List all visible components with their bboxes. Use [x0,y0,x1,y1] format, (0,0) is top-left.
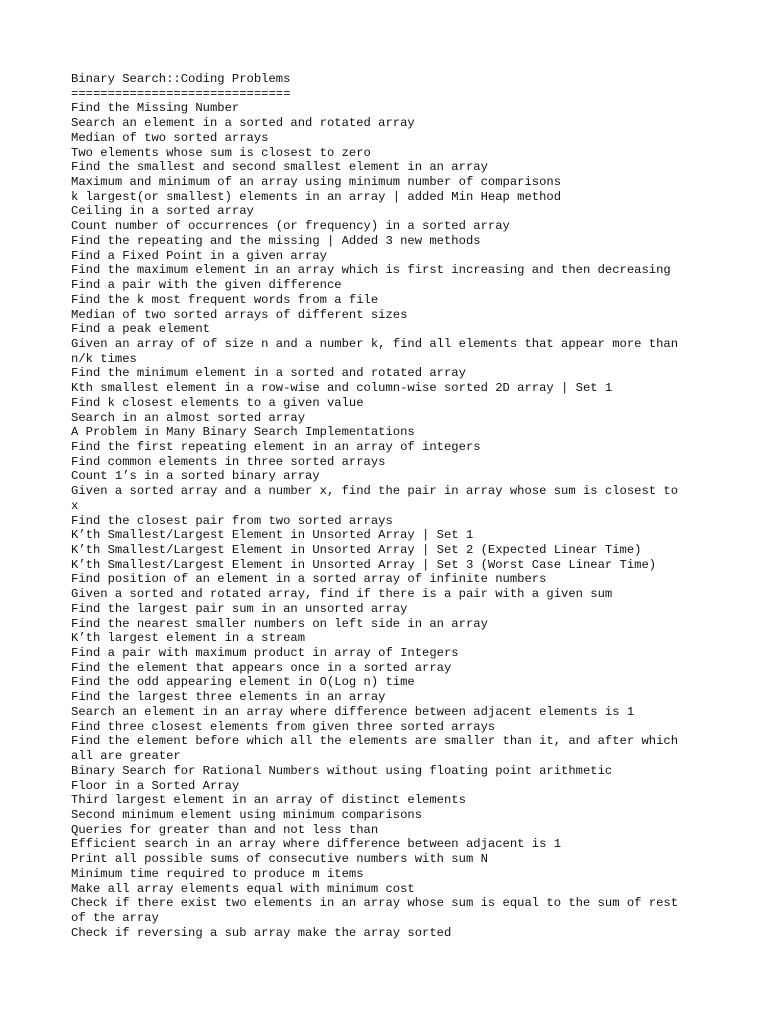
list-item: Find the closest pair from two sorted arrays [71,513,393,528]
list-item: K’th Smallest/Largest Element in Unsorted Array | Set 3 (Worst Case Linear Time) [71,557,657,572]
list-item: Check if there exist two elements in an array whose sum is equal to the sum of rest of the array [71,896,679,925]
list-item: Find a pair with the given difference [71,278,342,293]
list-item: Count number of occurrences (or frequency) in a sorted array [71,219,510,234]
list-item: Second minimum element using minimum comparisons [71,807,423,822]
list-item: Given a sorted and rotated array, find if there is a pair with a given sum [71,587,613,602]
list-item: Find the smallest and second smallest element in an array [71,160,488,175]
list-item: Find common elements in three sorted arrays [71,454,386,469]
document-page [71,72,711,940]
document-title: Binary Search::Coding Problems [71,72,291,86]
title-underline: ============================== [71,86,291,101]
list-item: Median of two sorted arrays of different sizes [71,307,408,322]
list-item: Maximum and minimum of an array using minimum number of comparisons [71,175,562,190]
list-item: Kth smallest element in a row-wise and column-wise sorted 2D array | Set 1 [71,381,613,396]
list-item: Find the largest pair sum in an unsorted array [71,601,408,616]
list-item: Check if reversing a sub array make the array sorted [71,925,452,940]
list-item: Find the maximum element in an array which is first increasing and then decreasing [71,263,671,278]
list-item: K’th largest element in a stream [71,631,306,646]
list-item: Ceiling in a sorted array [71,204,254,219]
list-item: Count 1’s in a sorted binary array [71,469,320,484]
list-item: Find the element before which all the elements are smaller than it, and after which all are greater [71,734,679,764]
list-item: Efficient search in an array where difference between adjacent is 1 [71,837,562,852]
list-item: Search an element in a sorted and rotated array [71,116,415,131]
list-item: K’th Smallest/Largest Element in Unsorted Array | Set 2 (Expected Linear Time) [71,543,642,557]
list-item: k largest(or smallest) elements in an array | added Min Heap method [71,189,562,204]
list-item: Given an array of of size n and a number k, find all elements that appear more than n/k times [71,336,679,366]
list-item: Minimum time required to produce m items [71,866,364,881]
list-item: Binary Search for Rational Numbers without using floating point arithmetic [71,763,613,778]
list-item: K’th Smallest/Largest Element in Unsorted Array | Set 1 [71,528,474,543]
list-item: Find a pair with maximum product in array of Integers [71,646,459,661]
list-item: Floor in a Sorted Array [71,778,240,793]
list-item: Find the largest three elements in an array [71,690,386,705]
list-item: Find the first repeating element in an array of integers [71,439,481,454]
list-item: Find the repeating and the missing | Added 3 new methods [71,233,481,248]
list-item: Find the minimum element in a sorted and rotated array [71,366,466,381]
list-item: Find the Missing Number [71,101,240,116]
list-item: Median of two sorted arrays [71,130,269,145]
list-item: Find the nearest smaller numbers on left side in an array [71,616,488,631]
list-item: Find position of an element in a sorted array of infinite numbers [71,572,547,587]
list-item: Given a sorted array and a number x, find the pair in array whose sum is closest to x [71,484,679,513]
list-item: Find a Fixed Point in a given array [71,248,327,263]
list-item: Queries for greater than and not less than [71,822,379,837]
list-item: Find the element that appears once in a sorted array [71,660,452,675]
list-item: Make all array elements equal with minimum cost [71,881,415,896]
problem-list [71,101,711,940]
list-item: Find the k most frequent words from a file [71,292,379,307]
list-item: Find k closest elements to a given value [71,395,364,410]
list-item: Search in an almost sorted array [71,410,306,425]
list-item: Find the odd appearing element in O(Log n) time [71,675,415,690]
list-item: A Problem in Many Binary Search Implementations [71,425,415,440]
list-item: Third largest element in an array of distinct elements [71,793,466,808]
list-item: Print all possible sums of consecutive numbers with sum N [71,852,488,867]
list-item: Find a peak element [71,322,210,337]
list-item: Two elements whose sum is closest to zero [71,145,371,160]
list-item: Search an element in an array where difference between adjacent elements is 1 [71,704,635,719]
list-item: Find three closest elements from given three sorted arrays [71,719,496,734]
